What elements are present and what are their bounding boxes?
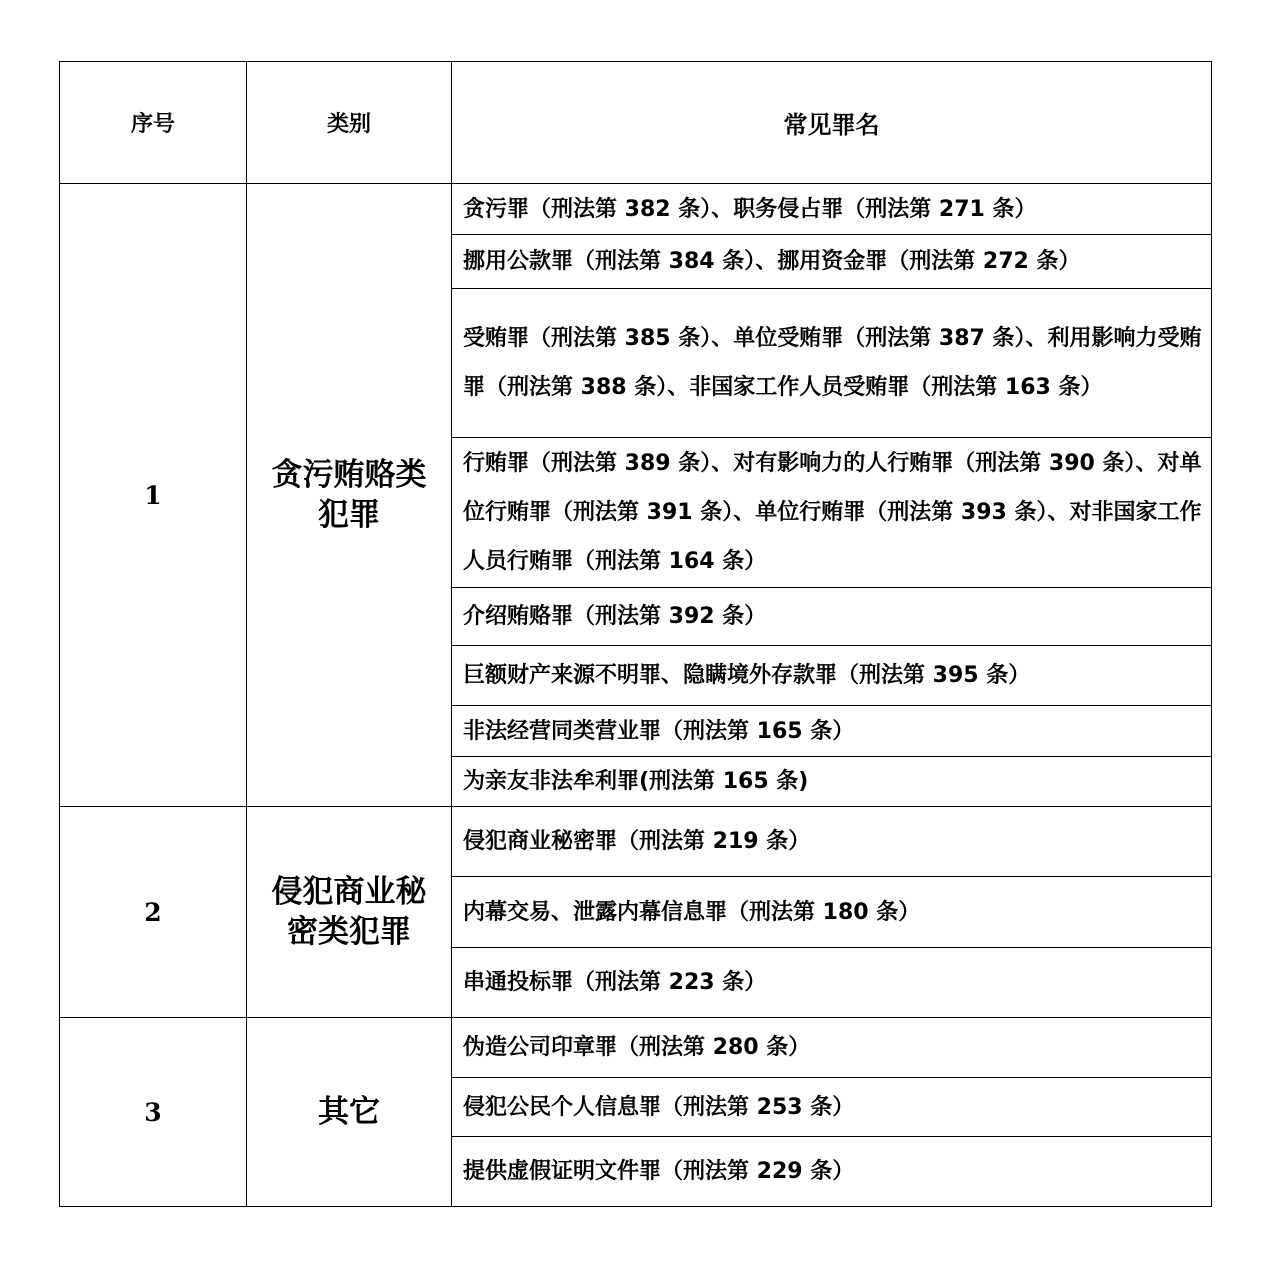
category-line: 犯罪 bbox=[318, 497, 380, 533]
group-category bbox=[247, 184, 452, 807]
header-row bbox=[60, 62, 1212, 184]
crime-table bbox=[59, 61, 1212, 1207]
crime-item: 贪污罪（刑法第 382 条）、职务侵占罪（刑法第 271 条） bbox=[452, 184, 1212, 235]
category-line: 其它 bbox=[318, 1094, 380, 1130]
category-line: 贪污贿赂类 bbox=[271, 457, 427, 493]
category-line: 密类犯罪 bbox=[287, 914, 411, 950]
group-category bbox=[247, 1018, 452, 1207]
group-category bbox=[247, 807, 452, 1018]
crime-item: 侵犯公民个人信息罪（刑法第 253 条） bbox=[452, 1078, 1212, 1137]
category-line: 侵犯商业秘 bbox=[271, 874, 427, 910]
table-row bbox=[60, 184, 1212, 235]
group-index: 1 bbox=[60, 184, 247, 807]
crime-item: 提供虚假证明文件罪（刑法第 229 条） bbox=[452, 1137, 1212, 1207]
crime-item: 为亲友非法牟利罪(刑法第 165 条) bbox=[452, 757, 1212, 807]
crime-item: 非法经营同类营业罪（刑法第 165 条） bbox=[452, 706, 1212, 757]
group-index: 2 bbox=[60, 807, 247, 1018]
header-crimes: 常见罪名 bbox=[452, 62, 1212, 184]
crime-item: 侵犯商业秘密罪（刑法第 219 条） bbox=[452, 807, 1212, 877]
crime-item: 伪造公司印章罪（刑法第 280 条） bbox=[452, 1018, 1212, 1078]
crime-item: 挪用公款罪（刑法第 384 条）、挪用资金罪（刑法第 272 条） bbox=[452, 235, 1212, 289]
crime-item: 串通投标罪（刑法第 223 条） bbox=[452, 948, 1212, 1018]
group-index: 3 bbox=[60, 1018, 247, 1207]
crime-item: 内幕交易、泄露内幕信息罪（刑法第 180 条） bbox=[452, 877, 1212, 948]
header-category: 类别 bbox=[247, 62, 452, 184]
crime-item: 受贿罪（刑法第 385 条）、单位受贿罪（刑法第 387 条）、利用影响力受贿罪（刑法第 388 条）、非国家工作人员受贿罪（刑法第 163 条） bbox=[452, 289, 1212, 438]
crime-item: 巨额财产来源不明罪、隐瞒境外存款罪（刑法第 395 条） bbox=[452, 646, 1212, 706]
crime-item: 行贿罪（刑法第 389 条）、对有影响力的人行贿罪（刑法第 390 条）、对单位行贿罪（刑法第 391 条）、单位行贿罪（刑法第 393 条）、对非国家工作人员行贿罪（刑法第 164 条） bbox=[452, 438, 1212, 588]
table-row bbox=[60, 807, 1212, 877]
table-row bbox=[60, 1018, 1212, 1078]
crime-item: 介绍贿赂罪（刑法第 392 条） bbox=[452, 588, 1212, 646]
header-index: 序号 bbox=[60, 62, 247, 184]
